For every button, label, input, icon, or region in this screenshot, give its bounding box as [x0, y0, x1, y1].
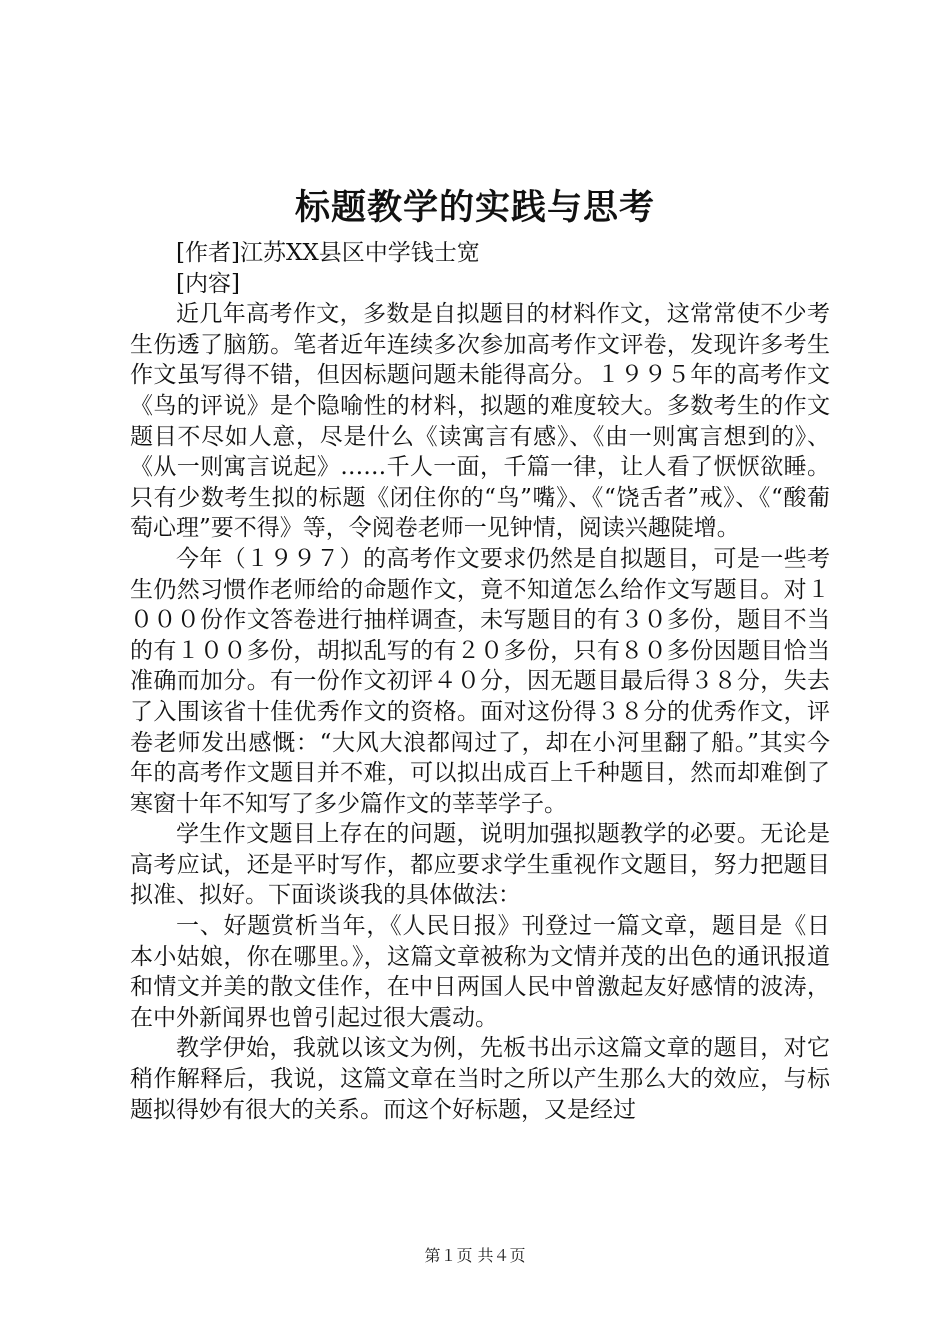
page-footer: 第１页 共４页: [424, 1246, 526, 1265]
paragraph-5: 教学伊始，我就以该文为例，先板书出示这篇文章的题目，对它稍作解释后，我说，这篇文章在当时之所以产生那么大的效应，与标题拟得妙有很大的关系。而这个好标题，又是经过: [130, 1035, 830, 1123]
document-body: [130, 238, 830, 1125]
paragraph-2: 今年（１９９７）的高考作文要求仍然是自拟题目，可是一些考生仍然习惯作老师给的命题作文，竟不知道怎么给作文写题目。对１０００份作文答卷进行抽样调查，未写题目的有３０多份，题目不当的有１００多份，胡拟乱写的有２０多份，只有８０多份因题目恰当准确而加分。有一份作文初评４０分，因无题目最后得３８分，失去了入围该省十佳优秀作文的资格。面对这份得３８分的优秀作文，评卷老师发出感慨：“大风大浪都闯过了，却在小河里翻了船。”其实今年的高考作文题目并不难，可以拟出成百上千种题目，然而却难倒了寒窗十年不知写了多少篇作文的莘莘学子。: [130, 545, 830, 817]
author-line: [作者]江苏XX县区中学钱士宽: [176, 240, 480, 266]
paragraph-4: 一、好题赏析当年，《人民日报》刊登过一篇文章，题目是《日本小姑娘，你在哪里。》，这篇文章被称为文情并茂的出色的通讯报道和情文并美的散文佳作，在中日两国人民中曾激起友好感情的波涛，在中外新闻界也曾引起过很大震动。: [130, 913, 830, 1031]
content-label: [内容]: [176, 270, 240, 297]
paragraph-1: 近几年高考作文，多数是自拟题目的材料作文，这常常使不少考生伤透了脑筋。笔者近年连续多次参加高考作文评卷，发现许多考生作文虽写得不错，但因标题问题未能得高分。１９９５年的高考作文《鸟的评说》是个隐喻性的材料，拟题的难度较大。多数考生的作文题目不尽如人意，尽是什么《读寓言有感》、《由一则寓言想到的》、《从一则寓言说起》……千人一面，千篇一律，让人看了恹恹欲睡。只有少数考生拟的标题《闭住你的“鸟”嘴》、《“饶舌者”戒》、《“酸葡萄心理”要不得》等，令阅卷老师一见钟情，阅读兴趣陡增。: [130, 301, 830, 542]
paragraph-3: 学生作文题目上存在的问题，说明加强拟题教学的必要。无论是高考应试，还是平时写作，都应要求学生重视作文题目，努力把题目拟准、拟好。下面谈谈我的具体做法：: [130, 821, 830, 909]
document-title: 标题教学的实践与思考: [294, 187, 655, 228]
